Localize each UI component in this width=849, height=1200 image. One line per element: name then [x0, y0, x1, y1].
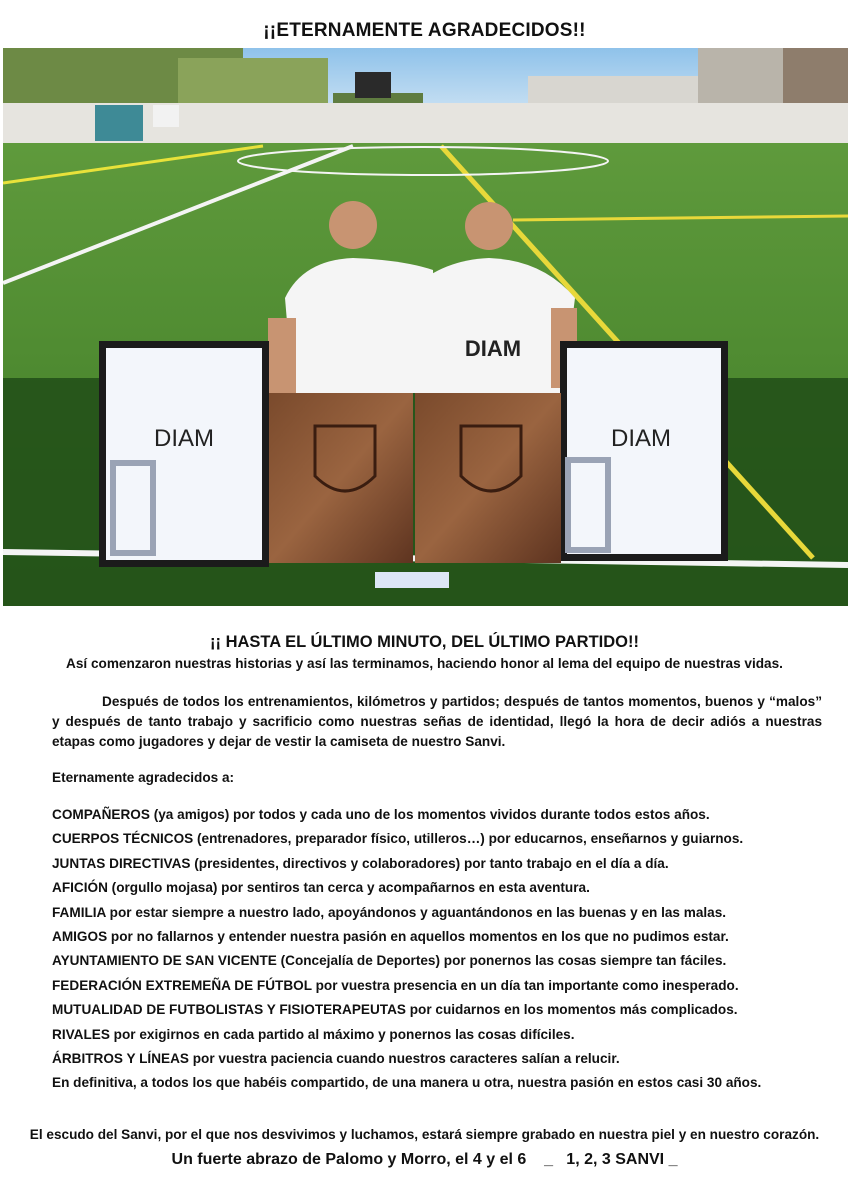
list-item: CUERPOS TÉCNICOS (entrenadores, preparador físico, utilleros…) por educarnos, enseñarnos y guiarnos. — [52, 831, 744, 847]
list-item: COMPAÑEROS (ya amigos) por todos y cada uno de los momentos vividos durante todos estos años. — [52, 807, 710, 822]
gratitude-list — [52, 806, 832, 1099]
page-title: ¡¡ETERNAMENTE AGRADECIDOS!! — [263, 20, 586, 41]
list-item: FAMILIA por estar siempre a nuestro lado, apoyándonos y aguantándonos en las buenas y en las malas. — [52, 904, 727, 920]
farewell-paragraph: Después de todos los entrenamientos, kilómetros y partidos; después de tantos momentos, buenos y “malos” y después de tanto trabajo y sacrificio como nuestras señas de identidad, llegó la hora de decir adiós a nuestras etapas como jugadores y dejar de vestir la camiseta de nuestro Sanvi. — [52, 694, 822, 749]
signed-frame-left — [99, 341, 269, 567]
signed-frame-right — [560, 341, 728, 561]
list-item: RIVALES por exigirnos en cada partido al máximo y ponernos las cosas difíciles. — [52, 1026, 575, 1042]
list-item: ÁRBITROS Y LÍNEAS por vuestra paciencia cuando nuestros caracteres salían a relucir. — [52, 1050, 620, 1066]
list-item: AFICIÓN (orgullo mojasa) por sentiros tan cerca y acompañarnos en esta aventura. — [52, 880, 590, 896]
list-item: MUTUALIDAD DE FUTBOLISTAS Y FISIOTERAPEUTAS por cuidarnos en los momentos más complicados. — [52, 1002, 738, 1018]
headline: ¡¡ HASTA EL ÚLTIMO MINUTO, DEL ÚLTIMO PARTIDO!! — [210, 633, 639, 651]
jersey-sponsor: DIAM — [464, 336, 522, 361]
list-item: AMIGOS por no fallarnos y entender nuestra pasión en aquellos momentos en los que no pudimos estar. — [52, 928, 729, 944]
signature: Un fuerte abrazo de Palomo y Morro, el 4 y el 6 _ 1, 2, 3 SANVI _ — [171, 1151, 678, 1168]
gratitude-heading: Eternamente agradecidos a: — [52, 770, 235, 785]
wooden-plaque-right — [415, 393, 561, 563]
team-photo — [3, 48, 848, 606]
frame-left-sponsor: DIAM — [154, 425, 214, 452]
list-item: AYUNTAMIENTO DE SAN VICENTE (Concejalía de Deportes) por ponernos las cosas siempre tan fáciles. — [52, 953, 727, 969]
wooden-plaque-left — [269, 393, 413, 563]
list-item: En definitiva, a todos los que habéis compartido, de una manera u otra, nuestra pasión en estos casi 30 años. — [52, 1075, 762, 1091]
list-item: JUNTAS DIRECTIVAS (presidentes, directivos y colaboradores) por tanto trabajo en el día a día. — [52, 855, 669, 871]
frame-right-sponsor: DIAM — [611, 425, 671, 452]
closing-text: El escudo del Sanvi, por el que nos desvivimos y luchamos, estará siempre grabado en nuestra piel y en nuestro corazón. — [29, 1127, 820, 1142]
list-item: FEDERACIÓN EXTREMEÑA DE FÚTBOL por vuestra presencia en un día tan importante como inesperado. — [52, 977, 739, 993]
intro-text: Así comenzaron nuestras historias y así las terminamos, haciendo honor al lema del equipo de nuestras vidas. — [66, 656, 783, 671]
